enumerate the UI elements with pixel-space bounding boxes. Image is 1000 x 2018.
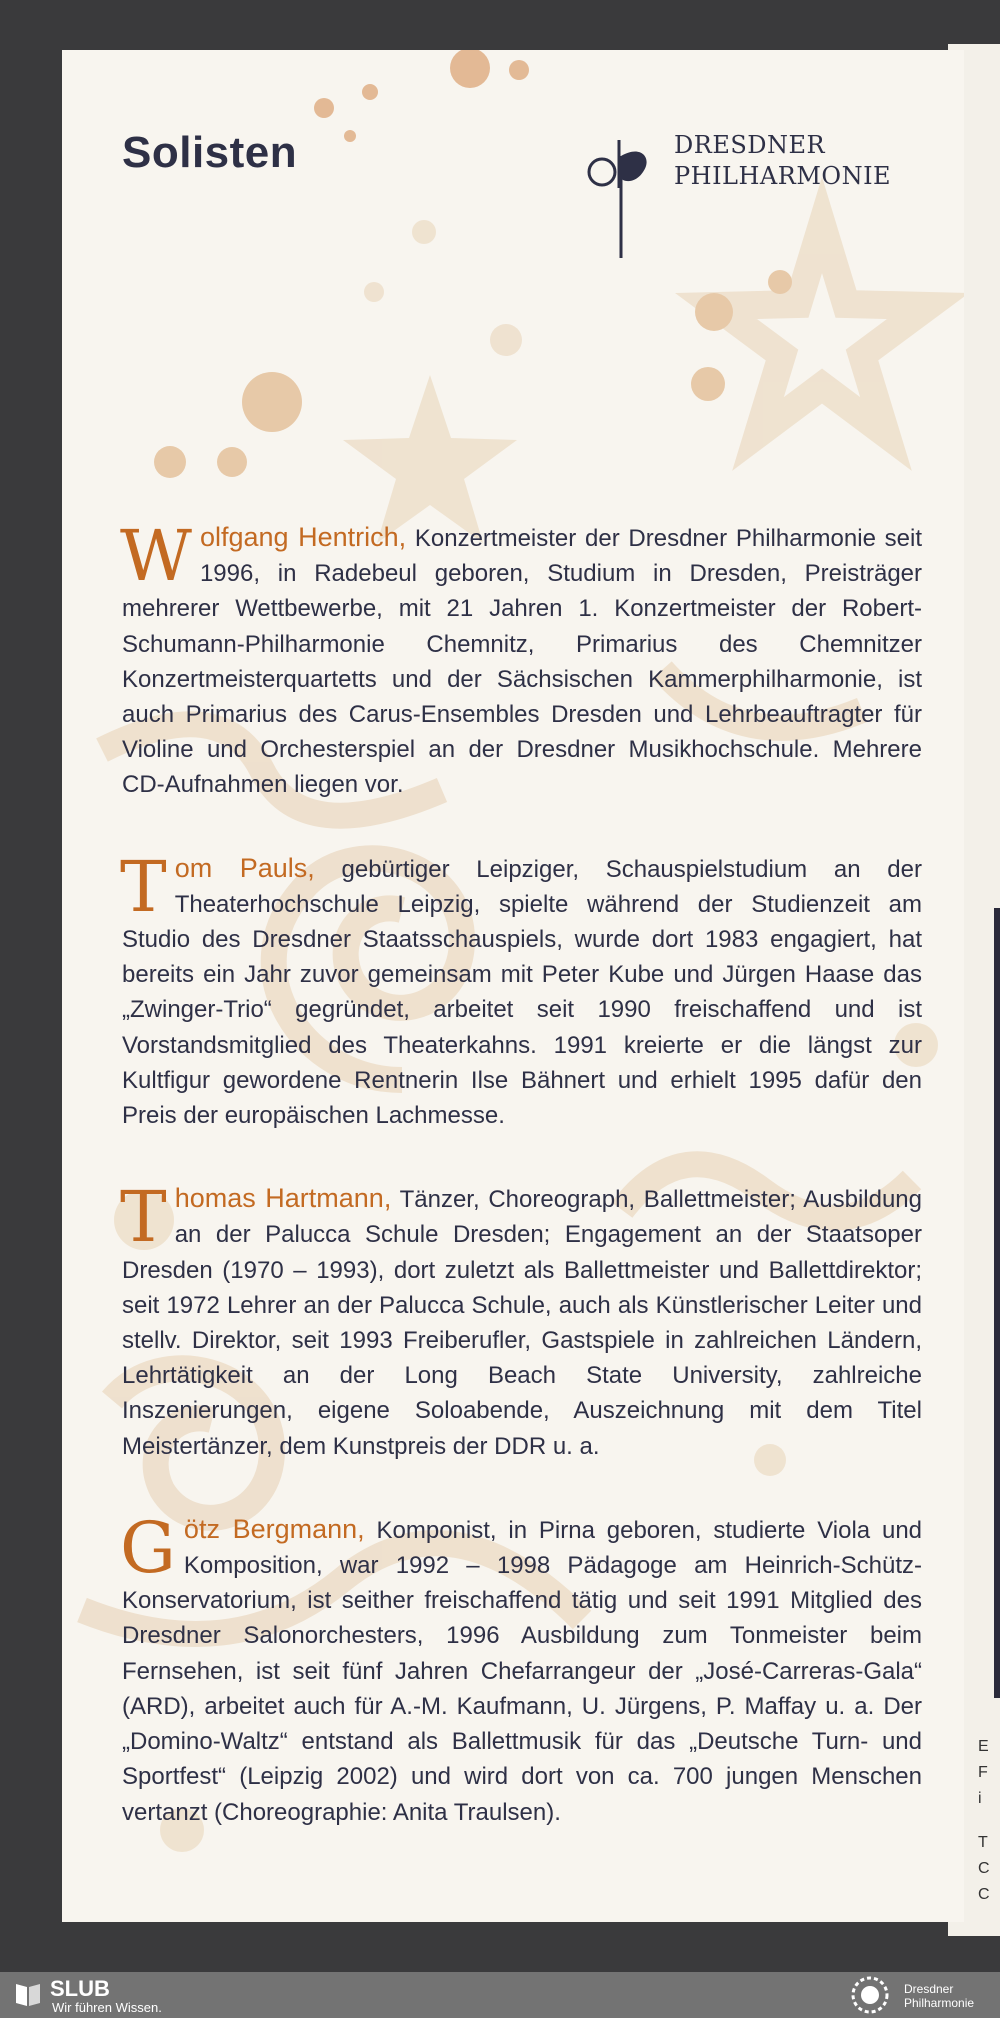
soloist-name: ötz Bergmann,: [183, 1513, 365, 1544]
soloist-name: om Pauls,: [174, 852, 315, 883]
partner-logo-text[interactable]: [904, 1982, 974, 2010]
logo-line-1: DRESDNER: [674, 131, 826, 159]
soloist-bio: [120, 1176, 922, 1464]
drop-cap: T: [120, 845, 167, 928]
soloists-list: [120, 515, 923, 1878]
philharmonie-badge-icon[interactable]: [843, 1975, 897, 2015]
soloist-description: Konzertmeister der Dresdner Philharmonie seit 1996, in Radebeul geboren, Studium in Dresden, Preisträger mehrerer Wettbewerbe, mit 21 Jahren 1. Konzertmeister der Robert-Schumann-Philharmonie Chemnitz, Primarius des Chemnitzer Konzertmeisterquartetts und der Sächsischen Kammerphilharmonie, ist auch Primarius des Carus-Ensembles Dresden und Lehrbeauftragter für Violine und Orchesterspiel an der Dresdner Musikhochschule. Mehrere CD-Aufnahmen liegen vor.: [122, 525, 922, 799]
soloist-bio: [120, 845, 922, 1134]
adjacent-page-fragment: i: [978, 1790, 982, 1807]
adjacent-page-fragment: C: [978, 1886, 990, 1903]
soloist-bio: [120, 515, 922, 803]
adjacent-page-fragment: C: [978, 1860, 990, 1877]
logo-line-2: PHILHARMONIE: [674, 162, 892, 190]
partner-line-1: Dresdner: [904, 1982, 954, 1996]
soloist-name: olfgang Hentrich,: [199, 522, 407, 552]
adjacent-page-dark-block: [994, 908, 1000, 1698]
viewer-footer: [0, 1972, 1000, 2018]
library-name[interactable]: SLUB: [50, 1976, 110, 2001]
soloist-name: homas Hartmann,: [174, 1183, 392, 1214]
library-slogan: Wir führen Wissen.: [52, 2000, 162, 2015]
adjacent-page-fragment: F: [978, 1764, 988, 1781]
page-title: Solisten: [122, 128, 298, 177]
logo-wordmark: [674, 130, 891, 192]
drop-cap: W: [120, 515, 192, 597]
partner-line-2: Philharmonie: [904, 1996, 975, 2010]
adjacent-page-fragment: E: [978, 1738, 989, 1755]
star-shape: [343, 375, 517, 543]
adjacent-page-fragment: T: [978, 1834, 988, 1851]
soloist-bio: [120, 1506, 923, 1830]
soloist-description: gebürtiger Leipziger, Schauspielstudium an der Theaterhochschule Leipzig, spielte während der Studienzeit am Studio des Dresdner Staatsschauspiels, wurde dort 1983 engagiert, hat bereits ein Jahr zuvor gemeinsam mit Peter Kube und Jürgen Haase das „Zwinger-Trio“ gegründet, arbeitet seit 1990 freischaffend und ist Vorstandsmitglied des Theaterkahns. 1991 kreierte er die längst zur Kultfigur gewordene Rentnerin Ilse Bähnert und erhielt 1995 dafür den Preis der europäischen Lachmesse.: [122, 855, 922, 1130]
slub-book-icon[interactable]: [14, 1980, 42, 2008]
drop-cap: G: [120, 1506, 176, 1589]
soloist-description: Komponist, in Pirna geboren, studierte Viola und Komposition, war 1992 – 1998 Pädagoge am Heinrich-Schütz-Konservatorium, ist seither freischaffend tätig und seit 1991 Mitglied des Dresdner Salonorchesters, 1996 Ausbildung zum Tonmeister beim Fernsehen, ist seit fünf Jahren Chefarrangeur der „José-Carreras-Gala“ (ARD), arbeitet auch für A.-M. Kaufmann, U. Jürgens, P. Maffay u. a. Der „Domino-Waltz“ entstand als Ballettmusik für das „Deutsche Turn- und Sportfest“ (Leipzig 2002) und wird dort von ca. 700 jungen Menschen vertanzt (Choreographie: Anita Traulsen).: [122, 1516, 923, 1826]
soloist-description: Tänzer, Choreograph, Ballettmeister; Ausbildung an der Palucca Schule Dresden; Engagement an der Staatsoper Dresden (1970 – 1993), dort zuletzt als Ballettmeister und Ballettdirektor; seit 1972 Lehrer an der Palucca Schule, auch als Künstlerischer Leiter und stellv. Direktor, seit 1993 Freiberufler, Gastspiele in zahlreichen Ländern, Lehrtätigkeit an der Long Beach State University, zahlreiche Inszenierungen, eigene Soloabende, Auszeichnung mit dem Titel Meistertänzer, dem Kunstpreis der DDR u. a.: [122, 1186, 922, 1460]
drop-cap: T: [120, 1176, 167, 1259]
brochure-page: [62, 50, 964, 1922]
